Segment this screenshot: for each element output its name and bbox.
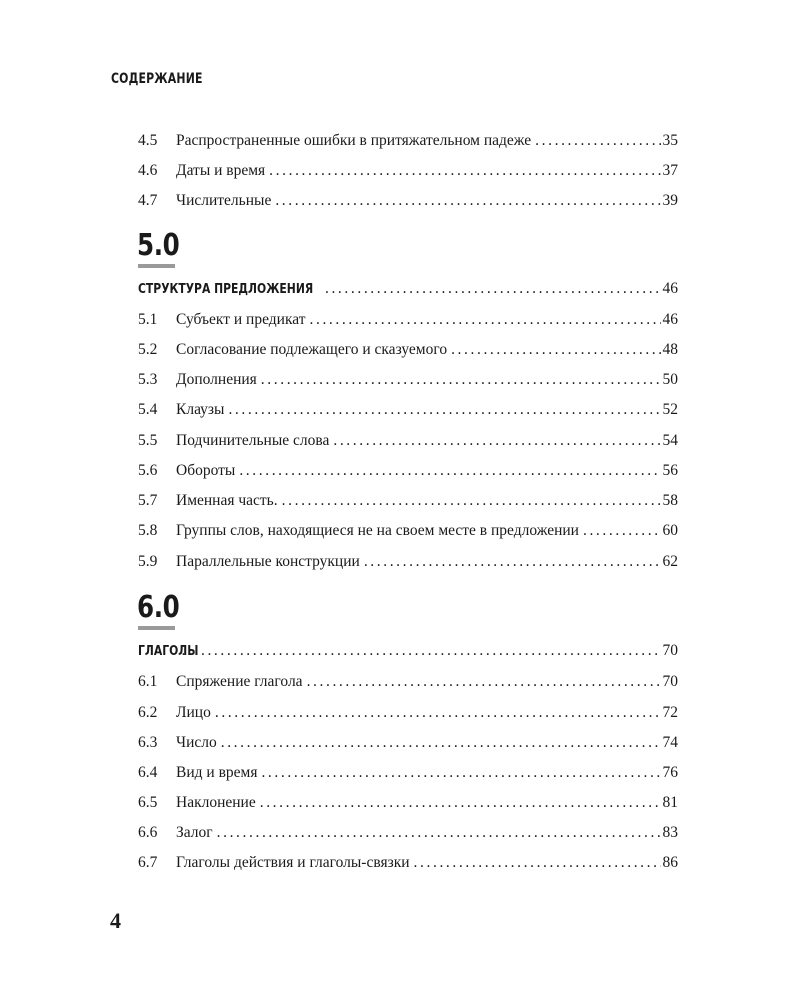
toc-entry-number: 4.7 (138, 192, 158, 209)
toc-entry-number: 5.2 (138, 341, 158, 358)
toc-entry[interactable] (138, 762, 678, 784)
toc-entry[interactable] (138, 160, 678, 182)
toc-entry-page: 81 (662, 794, 678, 811)
toc-entry-number: 6.2 (138, 704, 158, 721)
toc-entry-page: 70 (662, 673, 678, 690)
dot-leader (215, 702, 661, 724)
toc-entry-title: Залог (176, 824, 213, 841)
dot-leader (310, 309, 661, 331)
toc-entry[interactable] (138, 339, 678, 361)
dot-leader (451, 339, 660, 361)
chapter-underline (138, 626, 175, 630)
toc-entry-title: Глаголы действия и глаголы-связки (176, 854, 410, 871)
toc-entry-title: Вид и время (176, 764, 258, 781)
toc-entry-page: 72 (662, 704, 678, 721)
toc-entry-page: 76 (662, 764, 678, 781)
toc-entry-page: 46 (662, 280, 678, 297)
dot-leader (414, 852, 661, 874)
toc-entry-page: 48 (662, 341, 678, 358)
dot-leader (260, 792, 661, 814)
toc-entry[interactable] (138, 309, 678, 331)
toc-entry-number: 5.6 (138, 462, 158, 479)
toc-entry-page: 35 (662, 132, 678, 149)
dot-leader (583, 520, 661, 542)
toc-entry[interactable] (138, 399, 678, 421)
toc-entry[interactable] (138, 822, 678, 844)
toc-entry-title: Обороты (176, 462, 236, 479)
toc-entry-page: 39 (662, 192, 678, 209)
toc-entry-title: Именная часть. (176, 492, 278, 509)
toc-entry-title: Распространенные ошибки в притяжательном падеже (176, 132, 532, 149)
dot-leader (275, 190, 660, 212)
toc-entry-page: 70 (662, 642, 678, 659)
toc-entry[interactable] (138, 369, 678, 391)
toc-entry-title: Числительные (176, 192, 272, 209)
toc-entry-page: 74 (662, 734, 678, 751)
toc-entry-title: Число (176, 734, 217, 751)
toc-entry[interactable] (138, 460, 678, 482)
running-head: СОДЕРЖАНИЕ (111, 71, 203, 87)
toc-entry-page: 83 (662, 824, 678, 841)
toc-entry-page: 86 (662, 854, 678, 871)
chapter-number: 5.0 (137, 228, 180, 263)
toc-entry-page: 46 (662, 311, 678, 328)
toc-entry-title: Дополнения (176, 371, 257, 388)
dot-leader (261, 369, 661, 391)
toc-entry-number: 5.1 (138, 311, 158, 328)
toc-entry[interactable] (138, 430, 678, 452)
toc-entry-number: 6.5 (138, 794, 158, 811)
chapter-underline (138, 264, 175, 268)
toc-entry-page: 58 (662, 492, 678, 509)
toc-entry[interactable] (138, 732, 678, 754)
toc-entry[interactable] (138, 671, 678, 693)
toc-chapter-heading[interactable] (138, 278, 678, 300)
toc-entry-number: 5.8 (138, 522, 158, 539)
toc-entry[interactable] (138, 520, 678, 542)
toc-entry-title: Подчинительные слова (176, 432, 330, 449)
dot-leader (282, 490, 661, 512)
toc-entry-title: Даты и время (176, 162, 266, 179)
toc-entry-number: 6.1 (138, 673, 158, 690)
toc-entry-title: Параллельные конструкции (176, 553, 360, 570)
toc-entry-number: 5.7 (138, 492, 158, 509)
toc-entry-page: 50 (662, 371, 678, 388)
dot-leader (325, 278, 661, 300)
toc-entry-page: 52 (662, 401, 678, 418)
toc-entry[interactable] (138, 792, 678, 814)
toc-entry[interactable] (138, 551, 678, 573)
dot-leader (228, 399, 660, 421)
dot-leader (333, 430, 660, 452)
toc-entry[interactable] (138, 852, 678, 874)
toc-entry-page: 54 (662, 432, 678, 449)
toc-entry-page: 37 (662, 162, 678, 179)
toc-entry-number: 4.6 (138, 162, 158, 179)
toc-entry-number: 6.3 (138, 734, 158, 751)
chapter-title: ГЛАГОЛЫ (138, 643, 199, 659)
dot-leader (217, 822, 661, 844)
toc-entry-number: 6.6 (138, 824, 158, 841)
toc-entry-title: Субъект и предикат (176, 311, 306, 328)
dot-leader (269, 160, 660, 182)
toc-entry-title: Лицо (176, 704, 211, 721)
toc-entry[interactable] (138, 190, 678, 212)
dot-leader (239, 460, 660, 482)
toc-entry[interactable] (138, 702, 678, 724)
toc-entry-page: 62 (662, 553, 678, 570)
dot-leader (307, 671, 661, 693)
page-number: 4 (110, 908, 121, 933)
dot-leader (535, 130, 660, 152)
toc-entry-title: Согласование подлежащего и сказуемого (176, 341, 448, 358)
toc-entry-number: 5.9 (138, 553, 158, 570)
chapter-number: 6.0 (137, 590, 180, 625)
toc-entry-number: 6.7 (138, 854, 158, 871)
toc-entry-number: 6.4 (138, 764, 158, 781)
toc-entry-number: 5.3 (138, 371, 158, 388)
toc-entry[interactable] (138, 130, 678, 152)
chapter-title: СТРУКТУРА ПРЕДЛОЖЕНИЯ (138, 281, 314, 297)
dot-leader (261, 762, 660, 784)
dot-leader (182, 640, 661, 662)
toc-entry-title: Наклонение (176, 794, 256, 811)
toc-entry-title: Спряжение глагола (176, 673, 303, 690)
toc-entry-page: 60 (662, 522, 678, 539)
dot-leader (364, 551, 661, 573)
toc-entry-number: 5.4 (138, 401, 158, 418)
toc-entry-title: Группы слов, находящиеся не на своем месте в предложении (176, 522, 579, 539)
dot-leader (221, 732, 661, 754)
toc-entry-number: 5.5 (138, 432, 158, 449)
toc-chapter-heading[interactable] (138, 640, 678, 662)
toc-entry-number: 4.5 (138, 132, 158, 149)
toc-entry-page: 56 (662, 462, 678, 479)
toc-entry-title: Клаузы (176, 401, 225, 418)
toc-entry[interactable] (138, 490, 678, 512)
